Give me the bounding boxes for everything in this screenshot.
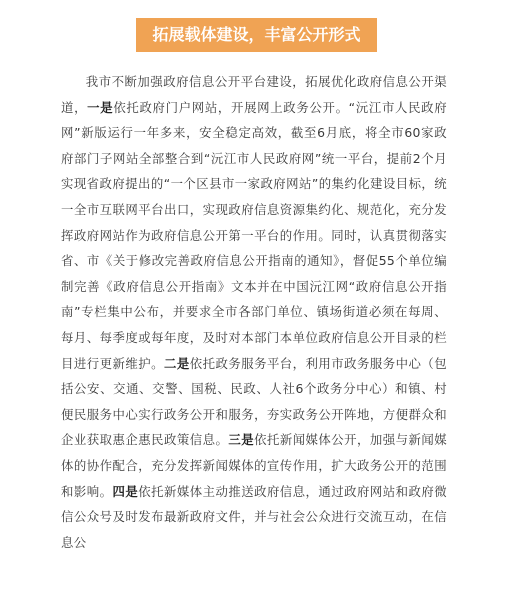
article-point-one-label: 一是 — [87, 99, 114, 115]
article-point-four-label: 四是 — [112, 483, 139, 499]
section-title: 拓展载体建设，丰富公开形式 — [136, 18, 376, 52]
article-text-point-four: 依托新媒体主动推送政府信息，通过政府网站和政府微信公众号及时发布最新政府文件，并与社会公众进行交流互动，在信息公 — [61, 483, 447, 550]
article-text-point-one: 依托政府门户网站，开展网上政务公开。“沅江市人民政府网”新版运行一年多来，安全稳定高效，截至6月底，将全市60家政府部门子网站全部整合到“沅江市人民政府网”统一平台，提前2个月实现省政府提出的“一个区县市一家政府网站”的集约化建设目标，统一全市互联网平台出口，实现政府信息资源集约化、规范化，充分发挥政府网站作为政府信息公开第一平台的作用。同时，认真贯彻落实省、市《关于修改完善政府信息公开指南的通知》，督促55个单位编制完善《政府信息公开指南》文本并在中国沅江网“政府信息公开指南”专栏集中公布，并要求全市各部门单位、镇场街道必须在每周、每月、每季度或每年度，及时对本部门本单位政府信息公开目录的栏目进行更新维护。 — [61, 99, 447, 371]
article-text-intro: 我市不断加强政府信息公开平台建设，拓展优化政府信息公开渠道， — [61, 74, 447, 115]
article-text-point-two: 依托政务服务平台，利用市政务服务中心（包括公安、交通、交警、国税、民政、人社6个政务分中心）和镇、村便民服务中心实行政务公开和服务，夯实政务公开阵地，方便群众和企业获取惠企惠民政策信息。 — [61, 355, 447, 448]
article-point-three-label: 三是 — [228, 432, 255, 448]
section-title-container — [0, 18, 513, 52]
article-text-point-three: 依托新闻媒体公开，加强与新闻媒体的协作配合，充分发挥新闻媒体的宣传作用，扩大政务公开的范围和影响。 — [61, 432, 448, 499]
article-paragraph — [61, 69, 447, 555]
article-point-two-label: 二是 — [163, 355, 190, 371]
